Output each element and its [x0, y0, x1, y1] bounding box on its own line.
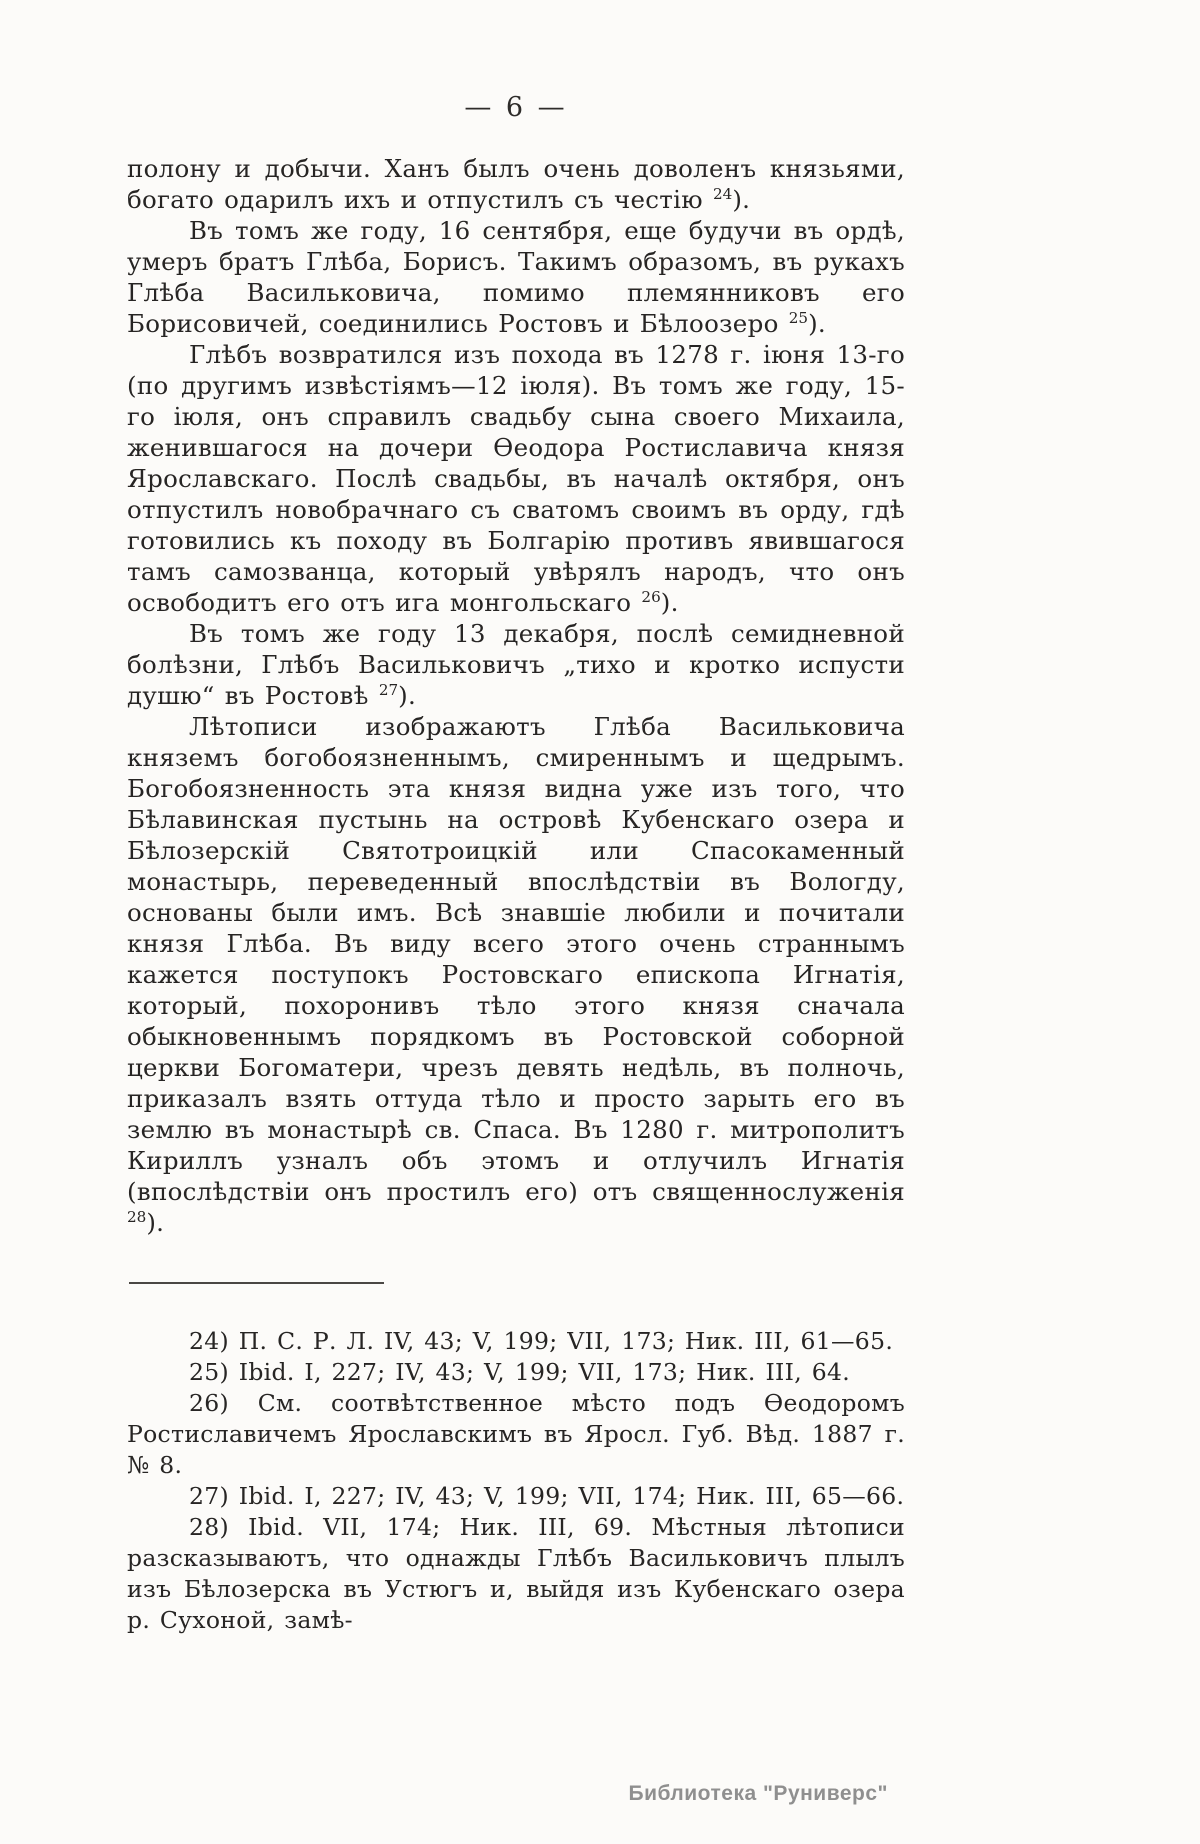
footnote: 24) П. С. Р. Л. IV, 43; V, 199; VII, 173; Ник. III, 61—65. — [189, 1327, 894, 1355]
paragraph: Глѣбъ возвратился изъ похода въ 1278 г. іюня 13-го (по другимъ извѣстіямъ—12 іюля). Въ томъ же году, 15-го іюля, онъ справилъ свадьбу сына своего Михаила, женившагося на дочери Ѳеодора Ростиславича князя Ярославскаго. Послѣ свадьбы, въ началѣ октября, онъ отпустилъ новобрачнаго съ сватомъ своимъ въ орду, гдѣ готовились къ походу въ Болгарію противъ явившагося тамъ самозванца, который увѣрялъ народъ, что онъ освободитъ его отъ ига монгольскаго $^{26}$). — [127, 340, 905, 617]
footnote: 26) См. соотвѣтственное мѣсто подъ Ѳеодоромъ Ростиславичемъ Ярославскимъ въ Яросл. Губ. Вѣд. 1887 г. № 8. — [127, 1389, 905, 1479]
paragraph: Въ томъ же году 13 декабря, послѣ семидневной болѣзни, Глѣбъ Васильковичъ „тихо и кротко испусти душю“ въ Ростовѣ $^{27}$). — [127, 619, 905, 710]
footnote: 28) Ibid. VII, 174; Ник. III, 69. Мѣстныя лѣтописи разсказываютъ, что однажды Глѣбъ Васильковичъ плылъ изъ Бѣлозерска въ Устюгъ и, выйдя изъ Кубенскаго озера р. Сухоной, замѣ- — [127, 1513, 905, 1634]
footnote-reference: 24 — [712, 184, 733, 203]
body-text — [127, 153, 905, 1238]
footnote-reference: 28 — [127, 1207, 147, 1226]
footnote-reference: 25 — [788, 308, 809, 327]
footnote-reference: 27 — [378, 680, 399, 699]
library-watermark: Библиотека "Руниверс" — [628, 1782, 888, 1805]
paragraph: Въ томъ же году, 16 сентября, еще будучи въ ордѣ, умеръ братъ Глѣба, Борисъ. Такимъ образомъ, въ рукахъ Глѣба Васильковича, помимо племянниковъ его Борисовичей, соединились Ростовъ и Бѣлоозеро $^{25}$). — [127, 216, 905, 338]
paragraph: Лѣтописи изображаютъ Глѣба Васильковича княземъ богобоязненнымъ, смиреннымъ и щедрымъ. Богобоязненность эта князя видна уже изъ того, что Бѣлавинская пустынь на островѣ Кубенскаго озера и Бѣлозерскій Святотроицкій или Спасокаменный монастырь, переведенный впослѣдствіи въ Вологду, основаны были имъ. Всѣ знавшіе любили и почитали князя Глѣба. Въ виду всего этого очень страннымъ кажется поступокъ Ростовскаго епископа Игнатія, который, похоронивъ тѣло этого князя сначала обыкновеннымъ порядкомъ въ Ростовской соборной церкви Богоматери, чрезъ девять недѣль, въ полночь, приказалъ взять оттуда тѣло и просто зарыть его въ землю въ монастырѣ св. Спаса. Въ 1280 г. митрополитъ Кириллъ узналъ объ этомъ и отлучилъ Игнатія (впослѣдствіи онъ простилъ его) отъ священнослуженія $^{28}$). — [127, 712, 905, 1237]
footnote-separator — [129, 1282, 384, 1284]
footnote-reference: 26 — [641, 587, 661, 606]
paragraph: полону и добычи. Ханъ былъ очень доволенъ князьями, богато одарилъ ихъ и отпустилъ съ честію $^{24}$). — [127, 154, 905, 214]
footnotes — [127, 1326, 905, 1636]
page-number: — 6 — — [464, 92, 568, 123]
footnote: 27) Ibid. I, 227; IV, 43; V, 199; VII, 174; Ник. III, 65—66. — [189, 1482, 905, 1510]
footnote: 25) Ibid. I, 227; IV, 43; V, 199; VII, 173; Ник. III, 64. — [189, 1358, 851, 1386]
